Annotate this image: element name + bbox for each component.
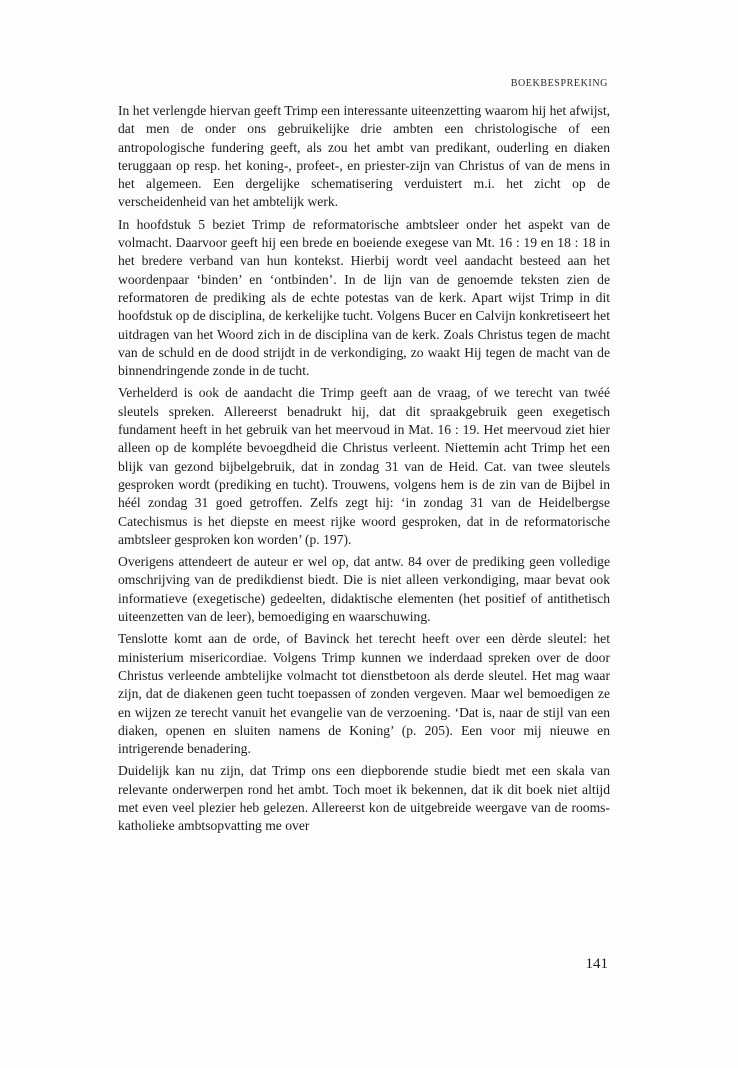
paragraph: Tenslotte komt aan de orde, of Bavinck het terecht heeft over een dèrde sleutel: het ministerium misericordiae. Volgens Trimp kunnen we inderdaad spreken over de door Christus verleende ambtelijke volmacht tot dienstbetoon als derde sleutel. Het mag waar zijn, dat de diakenen geen tucht toepassen of zonden vergeven. Maar wel bemoedigen ze en wijzen ze terecht vanuit het evangelie van de verzoening. ‘Dat is, naar de stijl van een diaken, openen en sluiten namens de Koning’ (p. 205). Een voor mij nieuwe en intrigerende benadering.	[118, 631, 610, 757]
paragraph: In het verlengde hiervan geeft Trimp een interessante uiteenzetting waarom hij het afwijst, dat men de onder ons gebruikelijke drie ambten een christologische of een antropologische fundering geeft, als zou het ambt van predikant, ouderling en diaken teruggaan op resp. het koning-, profeet-, en priester-zijn van Christus of van de mens in het algemeen. Een dergelijke schematisering verduistert m.i. het zicht op de verscheidenheid van het ambtelijk werk.	[118, 103, 610, 210]
article-body	[118, 102, 610, 840]
running-head: BOEKBESPREKING	[510, 78, 608, 89]
page-number: 141	[585, 956, 608, 972]
paragraph: In hoofdstuk 5 beziet Trimp de reformatorische ambtsleer onder het aspekt van de volmacht. Daarvoor geeft hij een brede en boeiende exegese van Mt. 16 : 19 en 18 : 18 in het bredere verband van hun kontekst. Hierbij wordt veel aandacht besteed aan het woordenpaar ‘binden’ en ‘ontbinden’. In de lijn van de genoemde teksten zien de reformatoren de prediking als de echte potestas van de kerk. Apart wijst Trimp in dit hoofdstuk op de disciplina, de kerkelijke tucht. Volgens Bucer en Calvijn konkretiseert het uitdragen van het Woord zich in de disciplina van de kerk. Zoals Christus tegen de macht van de schuld en de dood strijdt in de verkondiging, zo waakt Hij tegen de macht van de binnendringende zonde in de tucht.	[118, 216, 610, 379]
paragraph: Verhelderd is ook de aandacht die Trimp geeft aan de vraag, of we terecht van twéé sleutels spreken. Allereerst benadrukt hij, dat dit spraakgebruik geen exegetisch fundament heeft in het gebruik van het meervoud in Mat. 16 : 19. Het meervoud ziet hier alleen op de kompléte bevoegdheid die Christus verleent. Niettemin acht Trimp het een blijk van gezond bijbelgebruik, dat in zondag 31 van de Heid. Cat. van twee sleutels gesproken wordt (prediking en tucht). Trouwens, volgens hem is de zin van de Bijbel in héél zondag 31 goed getroffen. Zelfs zegt hij: ‘in zondag 31 van de Heidelbergse Catechismus is het diepste en meest rijke woord gesproken, dat in de reformatorische ambtsleer gesproken kon worden’ (p. 197).	[118, 385, 610, 547]
paragraph: Overigens attendeert de auteur er wel op, dat antw. 84 over de prediking geen volledige omschrijving van de predikdienst biedt. Die is niet alleen verkondiging, maar bevat ook informatieve (exegetische) gedeelten, didaktische elementen (het positief of antithetisch uiteenzetten van de leer), bemoediging en waarschuwing.	[118, 554, 610, 625]
paragraph: Duidelijk kan nu zijn, dat Trimp ons een diepborende studie biedt met een skala van relevante onderwerpen rond het ambt. Toch moet ik bekennen, dat ik dit boek niet altijd met even veel plezier heb gelezen. Allereerst kon de uitgebreide weergave van de rooms-katholieke ambtsopvatting me over	[118, 763, 610, 834]
